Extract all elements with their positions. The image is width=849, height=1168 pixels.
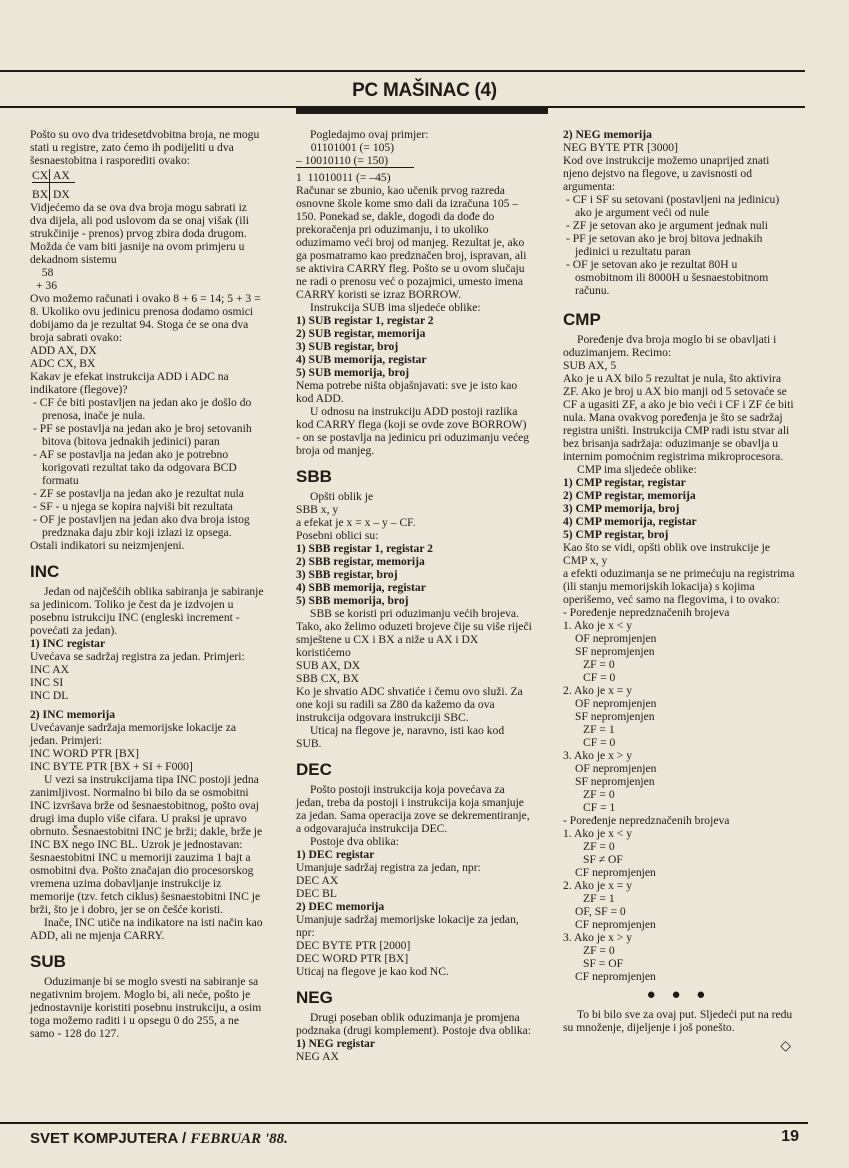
- list-item: 1) CMP registar, registar: [563, 476, 686, 489]
- paragraph: Instrukcija SUB ima sljedeće oblike:: [310, 301, 481, 314]
- list-item: 5) SUB memorija, broj: [296, 366, 410, 379]
- sum-line: 58: [36, 266, 54, 279]
- code-line: DEC BYTE PTR [2000]: [296, 939, 411, 952]
- case-line: 2. Ako je x = y: [563, 879, 633, 892]
- sum-line: + 36: [36, 279, 58, 292]
- list-item: - AF se postavlja na jedan ako je potrebno korigovati rezultat tako da odgovara BCD formatu: [33, 448, 237, 487]
- header-rule-top: [0, 70, 805, 72]
- subheading: 1) DEC registar: [296, 848, 375, 861]
- paragraph: SBB se koristi pri oduzimanju većih brojeva. Tako, ako želimo oduzeti brojeve čije su više riječi smještene u CX i BX a niže u AX i DX koristićemo: [296, 607, 532, 659]
- header-bar: [296, 108, 548, 114]
- paragraph: Poređenje dva broja moglo bi se obavljati i oduzimanjem. Recimo:: [563, 333, 777, 359]
- case-value: ZF = 0: [583, 944, 615, 957]
- paragraph: To bi bilo sve za ovaj put. Sljedeći put na redu su množenje, dijeljenje i još ponešto.: [563, 1008, 793, 1034]
- paragraph: Uvećava se sadržaj registra za jedan. Primjeri:: [30, 650, 245, 663]
- code-line: SBB CX, BX: [296, 672, 359, 685]
- code-line: ADC CX, BX: [30, 357, 96, 370]
- code-line: NEG AX: [296, 1050, 339, 1063]
- paragraph: Umanjuje sadržaj memorijske lokacije za jedan, npr:: [296, 913, 519, 939]
- list-item: - PF je setovan ako je broj bitova jednakih jedinici u rezultatu paran: [566, 232, 763, 258]
- subheading: 1) NEG registar: [296, 1037, 375, 1050]
- case-value: CF = 0: [583, 671, 616, 684]
- case-value: OF nepromjenjen: [575, 697, 657, 710]
- paragraph: Uticaj na flegove je kao kod NC.: [296, 965, 449, 978]
- case-value: OF nepromjenjen: [575, 762, 657, 775]
- paragraph: Kod ove instrukcije možemo unaprijed znati njeno dejstvo na flegove, u zavisnosti od argumenta:: [563, 154, 770, 193]
- code-line: INC WORD PTR [BX]: [30, 747, 139, 760]
- list-item: - ZF se postavlja na jedan ako je rezultat nula: [33, 487, 244, 500]
- case-line: 3. Ako je x > y: [563, 931, 633, 944]
- paragraph: Kao što se vidi, opšti oblik ove instrukcije je: [563, 541, 771, 554]
- section-heading-inc: INC: [30, 562, 60, 581]
- code-line: DEC WORD PTR [BX]: [296, 952, 409, 965]
- paragraph: CMP ima sljedeće oblike:: [577, 463, 697, 476]
- section-heading-cmp: CMP: [563, 310, 601, 329]
- paragraph: Kakav je efekat instrukcija ADD i ADC na indikatore (flegove)?: [30, 370, 229, 396]
- case-value: OF nepromjenjen: [575, 632, 657, 645]
- subheading: 1) INC registar: [30, 637, 106, 650]
- case-value: CF = 1: [583, 801, 616, 814]
- section-heading-neg: NEG: [296, 988, 333, 1007]
- case-line: 3. Ako je x > y: [563, 749, 633, 762]
- paragraph: Ovo možemo računati i ovako 8 + 6 = 14; 5 + 3 = 8. Ukoliko ovu jedinicu prenosa dodamo osmici dobijamo da je rezultat 94. Stoga će se ona dva broja sabrati ovako:: [30, 292, 261, 344]
- code-line: DEC BL: [296, 887, 337, 900]
- case-value: ZF = 1: [583, 723, 615, 736]
- paragraph: Oduzimanje bi se moglo svesti na sabiranje sa negativnim brojem. Moglo bi, ali neće, pošto je jednostavnije koristiti posebnu instrukciju, a osim toga možemo raditi i u opsegu 0 do 255, a ne samo - 128 do 127.: [30, 975, 262, 1040]
- paragraph: Nema potrebe ništa objašnjavati: sve je isto kao kod ADD.: [296, 379, 518, 405]
- case-value: CF nepromjenjen: [575, 918, 656, 931]
- column-3: [563, 128, 795, 1053]
- code-line: NEG BYTE PTR [3000]: [563, 141, 678, 154]
- issue-date: FEBRUAR '88.: [190, 1131, 288, 1147]
- paragraph: Inače, INC utiče na indikatore na isti način kao ADD, ali ne mjenja CARRY.: [30, 916, 263, 942]
- list-item: 3) CMP memorija, broj: [563, 502, 680, 515]
- code-line: INC BYTE PTR [BX + SI + F000]: [30, 760, 193, 773]
- paragraph: Uvećavanje sadržaja memorijske lokacije za jedan. Primjeri:: [30, 721, 237, 747]
- example-line: 01101001 (= 105): [302, 141, 395, 154]
- case-line: 2. Ako je x = y: [563, 684, 633, 697]
- list-item: 3) SUB registar, broj: [296, 340, 399, 353]
- section-divider-dots: ● ● ●: [646, 987, 712, 1003]
- paragraph: Ko je shvatio ADC shvatiće i čemu ovo služi. Za one koji su radili sa Z80 da kažemo da ova instrukcija odgovara instrukciji SBC.: [296, 685, 523, 724]
- paragraph: Računar se zbunio, kao učenik prvog razreda osnovne škole kome smo dali da izračuna 105 – 150. Ponekad se, dakle, dogodi da dođe do prekoračenja pri oduzimanju, i to ukoliko oduzimamo veći broj od manjeg. Rezultat je, ako ga posmatramo kao predznačen broj, ispravan, ali se aktivira CARRY fleg. Pošto se u ovom slučaju ne radi o prenosu već o pozajmici, umesto imena CARRY koristi se izraz BORROW.: [296, 184, 527, 301]
- section-heading-sub: SUB: [30, 952, 66, 971]
- paragraph: Ako je u AX bilo 5 rezultat je nula, što aktivira ZF. Ako je broj u AX bio manji od 5 setovaće se CF a ugasiti ZF, a ako je bio veći i CF i ZF će biti nula. Mana ovakvog poređenja je što se sadržaj registra uništi. Instrukcija CMP radi istu stvar ali bez brisanja sadržaja: oduzimanje se obavlja u internim pomoćnim registrima mikroprocesora.: [563, 372, 794, 463]
- table-cell: CX: [32, 169, 49, 182]
- paragraph: Jedan od najčešćih oblika sabiranja je sabiranje sa jedinicom. Toliko je čest da je izdvojen u posebnu istrukciju INC (engleski increment - povećati za jedan).: [30, 585, 264, 637]
- list-item: 5) CMP registar, broj: [563, 528, 669, 541]
- page-number: 19: [781, 1128, 799, 1145]
- case-line: 1. Ako je x < y: [563, 619, 633, 632]
- code-line: ADD AX, DX: [30, 344, 97, 357]
- subheading: 2) NEG memorija: [563, 128, 652, 141]
- paragraph: Vidjećemo da se ova dva broja mogu sabrati iz dva dijela, ali pod uslovom da se onaj višak (ili strukčinije - prenos) prvog zbira doda drugom. Možda će vam biti jasnije na ovom primjeru u dekadnom sistemu: [30, 201, 249, 266]
- code-line: INC AX: [30, 663, 69, 676]
- case-value: OF, SF = 0: [575, 905, 626, 918]
- paragraph: Pošto su ovo dva tridesetdvobitna broja, ne mogu stati u registre, zato ćemo ih podijeliti u dva šesnaestobitna i rasporediti ovako:: [30, 128, 260, 167]
- list-item: 3) SBB registar, broj: [296, 568, 398, 581]
- column-1: [30, 128, 266, 1040]
- list-item: 4) CMP memorija, registar: [563, 515, 697, 528]
- paragraph: Drugi poseban oblik oduzimanja je promjena podznaka (drugi komplement). Postoje dva oblika:: [296, 1011, 532, 1037]
- list-item: - OF je postavljen na jedan ako dva broja istog predznaka daju zbir koji izlazi iz opsega.: [33, 513, 250, 539]
- code-line: SBB x, y: [296, 503, 339, 516]
- paragraph: Umanjuje sadržaj registra za jedan, npr:: [296, 861, 481, 874]
- case-value: SF nepromjenjen: [575, 645, 655, 658]
- case-value: CF nepromjenjen: [575, 970, 656, 983]
- code-line: DEC AX: [296, 874, 339, 887]
- paragraph: Pogledajmo ovaj primjer:: [310, 128, 429, 141]
- list-item: - OF je setovan ako je rezultat 80H u osmobitnom ili 8000H u šesnaestobitnom računu.: [566, 258, 769, 297]
- table-cell: DX: [53, 188, 70, 201]
- case-value: CF nepromjenjen: [575, 866, 656, 879]
- paragraph: U odnosu na instrukciju ADD postoji razlika kod CARRY flega (koji se ovde zove BORROW) - on se postavlja na jedinicu pri oduzimanju većeg broja od manjeg.: [296, 405, 530, 457]
- list-item: - CF će biti postavljen na jedan ako je došlo do prenosa, inače je nula.: [33, 396, 252, 422]
- list-item: - Poređenje nepredznačenih brojeva: [563, 606, 730, 619]
- code-line: INC DL: [30, 689, 69, 702]
- paragraph: Opšti oblik je: [310, 490, 374, 503]
- case-value: SF ≠ OF: [583, 853, 623, 866]
- case-value: CF = 0: [583, 736, 616, 749]
- footer-magazine: [30, 1130, 288, 1148]
- paragraph: Uticaj na flegove je, naravno, isti kao kod SUB.: [296, 724, 505, 750]
- case-value: SF nepromjenjen: [575, 775, 655, 788]
- paragraph: a efekti oduzimanja se ne primećuju na registrima (ili stanju memorijskih lokacija) s kojima operišemo, već samo na flegovima, i to ovako:: [563, 567, 795, 606]
- case-value: ZF = 0: [583, 840, 615, 853]
- page-title: PC MAŠINAC (4): [352, 80, 497, 101]
- list-item: - ZF je setovan ako je argument jednak nuli: [566, 219, 768, 232]
- paragraph: Postoje dva oblika:: [310, 835, 399, 848]
- case-value: ZF = 1: [583, 892, 615, 905]
- register-layout: [32, 169, 266, 201]
- list-item: 1) SBB registar 1, registar 2: [296, 542, 433, 555]
- list-item: - CF i SF su setovani (postavljeni na jedinicu) ako je argument veći od nule: [566, 193, 780, 219]
- magazine-name: SVET KOMPJUTERA /: [30, 1130, 191, 1147]
- section-heading-sbb: SBB: [296, 467, 332, 486]
- example-line: 1 11010011 (= –45): [296, 171, 391, 184]
- list-item: 5) SBB memorija, broj: [296, 594, 409, 607]
- paragraph: U vezi sa instrukcijama tipa INC postoji jedna zanimljivost. Normalno bi bilo da se osmobitni INC izvršava brže od šesnaestobitnog, pošto ovaj drugi ima duplo više cifara. U praksi je upravo obrnuto. Šesnaestobitni INC je brži; dakle, brže je INC BX nego INC BL. Uzrok je jednostavan: šesnaestobitni INC u memoriji zauzima 1 bajt a osmobitni dva. Pošto značajan dio procesorskog vremena uzima dobavljanje instrukcije iz memorije (tzv. fetch ciklus) šesnaestobitni INC je brži, što je i dobro, jer se on češće koristi.: [30, 773, 263, 916]
- list-item: - SF - u njega se kopira najviši bit rezultata: [33, 500, 233, 513]
- paragraph: a efekat je x = x – y – CF.: [296, 516, 416, 529]
- subheading: 2) INC memorija: [30, 708, 115, 721]
- paragraph: Posebni oblici su:: [296, 529, 379, 542]
- case-line: 1. Ako je x < y: [563, 827, 633, 840]
- code-line: INC SI: [30, 676, 64, 689]
- example-line: – 10010110 (= 150): [296, 154, 414, 168]
- footer-rule: [0, 1122, 808, 1124]
- column-2: [296, 128, 532, 1063]
- case-value: SF nepromjenjen: [575, 710, 655, 723]
- list-item: 4) SBB memorija, registar: [296, 581, 426, 594]
- paragraph: Pošto postoji instrukcija koja povećava za jedan, treba da postoji i instrukcija koja smanjuje za jedan. Sama operacija zove se dekrementiranje, a odgovarajuća instrukcija DEC.: [296, 783, 530, 835]
- list-item: - PF se postavlja na jedan ako je broj setovanih bitova (bitova jednakih jedinici) paran: [33, 422, 252, 448]
- subheading: 2) DEC memorija: [296, 900, 385, 913]
- list-item: 1) SUB registar 1, registar 2: [296, 314, 434, 327]
- code-line: CMP x, y: [563, 554, 608, 567]
- case-value: ZF = 0: [583, 658, 615, 671]
- list-item: - Poređenje nepredznačenih brojeva: [563, 814, 730, 827]
- list-item: 2) SUB registar, memorija: [296, 327, 426, 340]
- paragraph: Ostali indikatori su neizmjenjeni.: [30, 539, 185, 552]
- list-item: 4) SUB memorija, registar: [296, 353, 427, 366]
- case-value: SF = OF: [583, 957, 624, 970]
- list-item: 2) SBB registar, memorija: [296, 555, 425, 568]
- table-cell: AX: [50, 169, 75, 183]
- end-mark-icon: ◇: [780, 1039, 791, 1054]
- list-item: 2) CMP registar, memorija: [563, 489, 696, 502]
- case-value: ZF = 0: [583, 788, 615, 801]
- code-line: SUB AX, 5: [563, 359, 617, 372]
- table-cell: BX: [32, 183, 50, 201]
- section-heading-dec: DEC: [296, 760, 332, 779]
- code-line: SUB AX, DX: [296, 659, 361, 672]
